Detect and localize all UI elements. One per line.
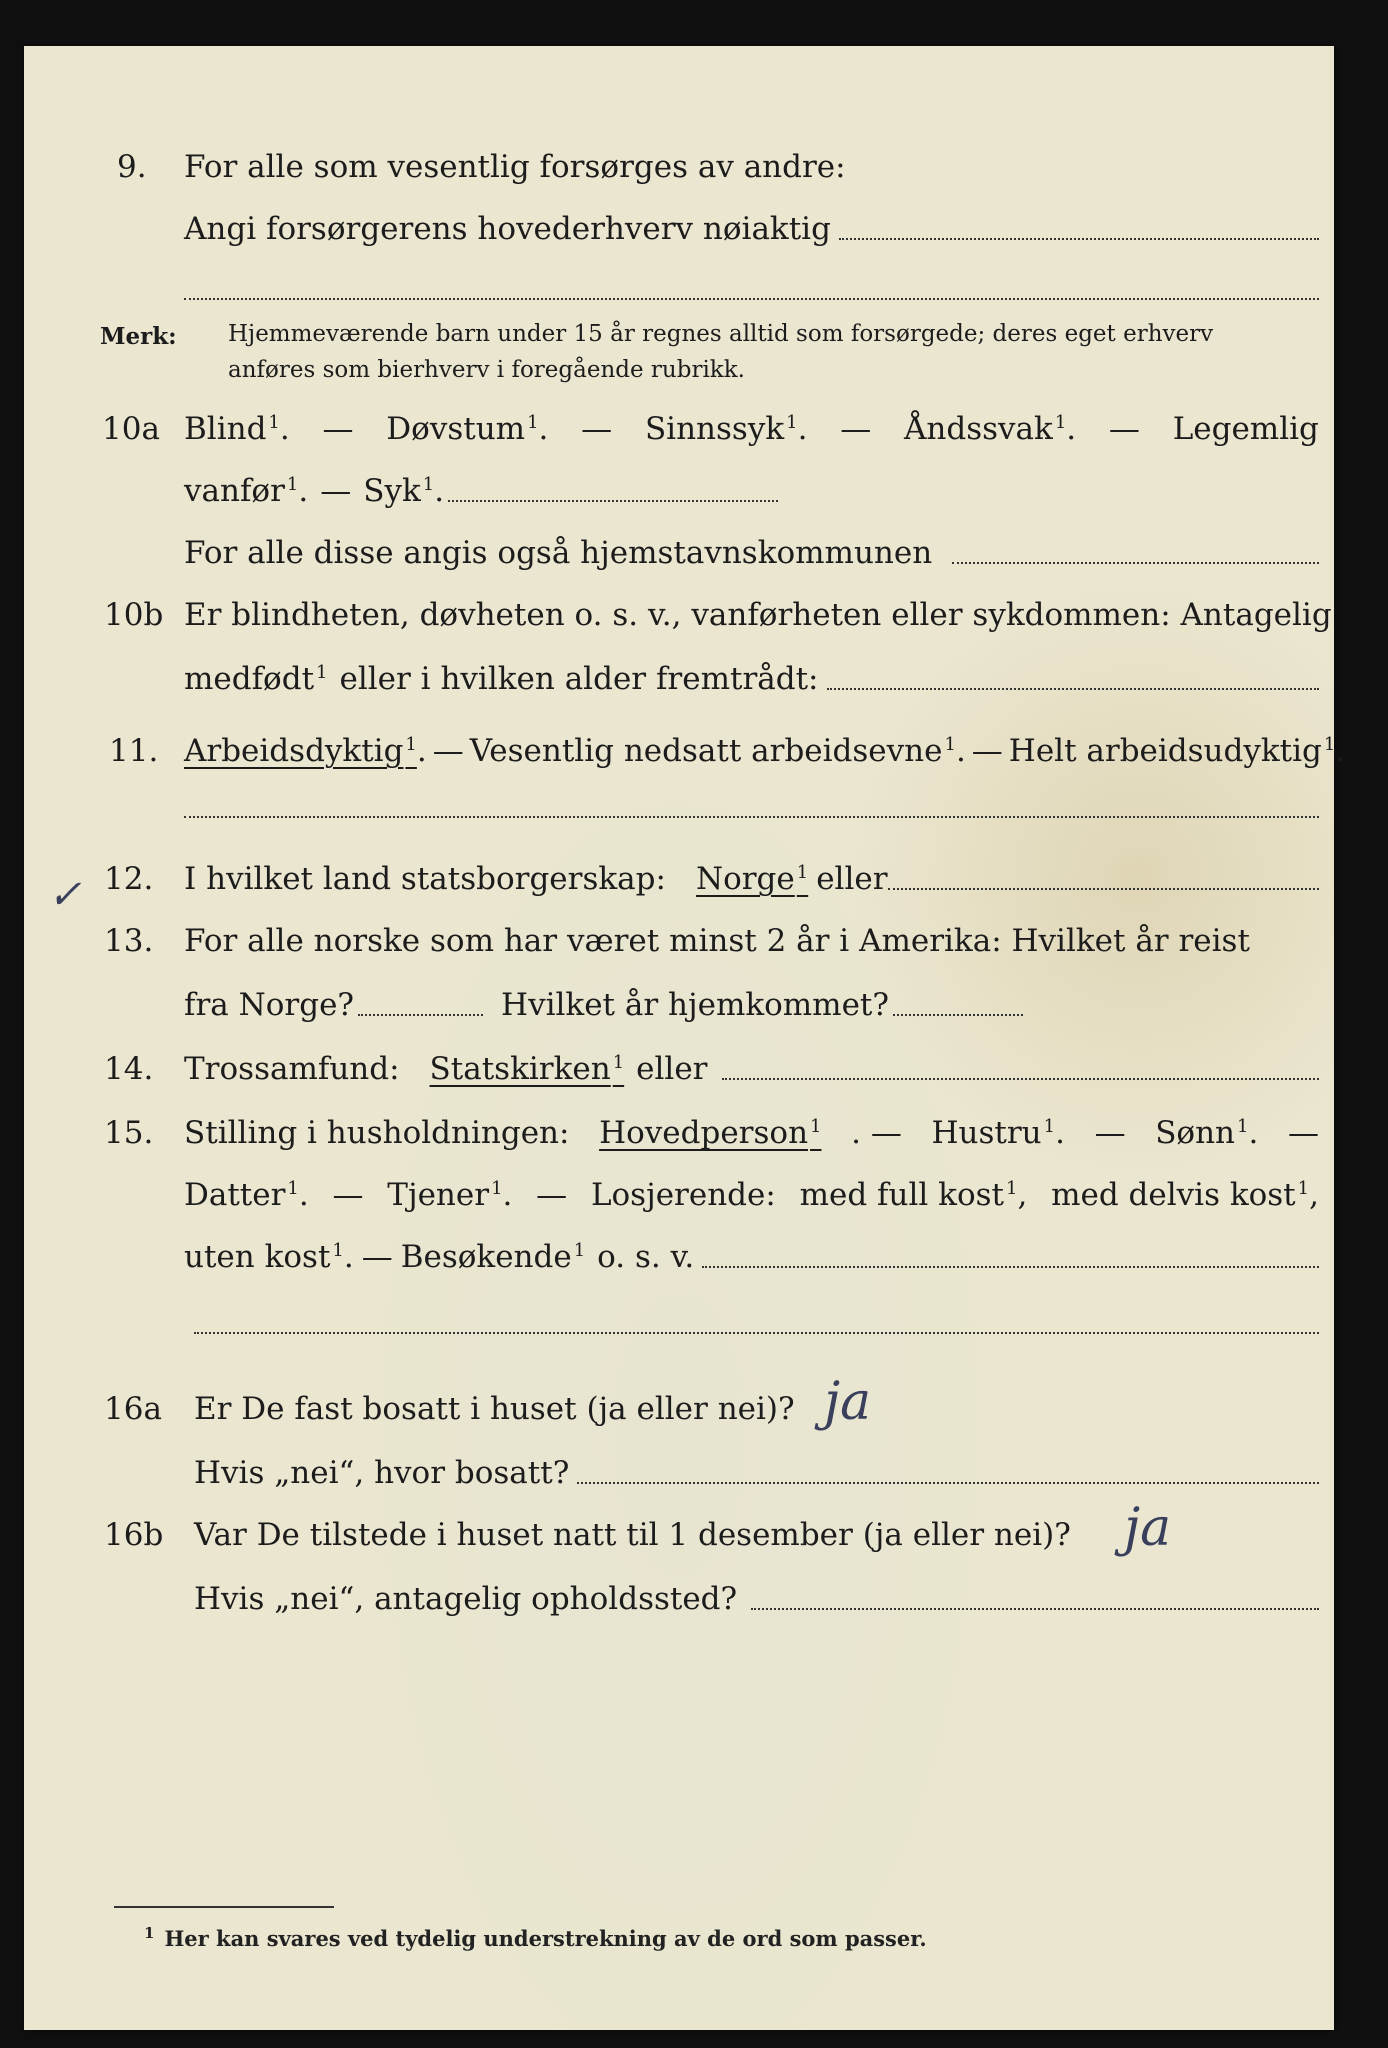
footnote-rule — [114, 1906, 334, 1908]
q13-fra: fra Norge? — [184, 987, 355, 1023]
q9-number: 9. — [117, 149, 147, 185]
q10a-kommune-field[interactable] — [952, 562, 1319, 564]
q14-trossamfund-field[interactable] — [722, 1078, 1320, 1080]
q13-line1 — [184, 923, 1250, 959]
q15-line3: uten kost $^1$. — Besøkende $^1$ o. s. v. — [184, 1242, 1319, 1273]
q10a-dash-1: — — [322, 411, 354, 447]
q16a-bosatt-field[interactable] — [577, 1482, 1319, 1484]
q15-datter[interactable]: Datter $^1$. — [184, 1177, 309, 1213]
q16b-line1-text: Var De tilstede i huset natt til 1 desember (ja eller nei)? — [194, 1517, 1071, 1553]
q13-line2 — [184, 987, 1023, 1023]
q11-line: Arbeidsdyktig $^1$ . — Vesentlig nedsatt arbeidsevne $^1$. — Helt arbeidsudyktig $^1$. — [184, 733, 1346, 769]
q10b-line1 — [184, 597, 1332, 633]
q13-reist-field[interactable] — [358, 1014, 483, 1016]
q12-number: 12. — [104, 861, 154, 897]
q15-delvis-kost[interactable]: med delvis kost $^1$, — [1051, 1177, 1319, 1213]
q16a-line2 — [194, 1455, 1319, 1491]
q10b-number: 10b — [104, 597, 164, 633]
q10a-vanfor[interactable]: vanfør $^1$. — [184, 473, 309, 509]
q15-stilling-field[interactable] — [702, 1266, 1319, 1268]
q15-tjener[interactable]: Tjener $^1$. — [387, 1177, 513, 1213]
q16b-handwritten-answer[interactable]: ja — [1124, 1498, 1172, 1558]
merk-line1: Hjemmeværende barn under 15 år regnes alltid som forsørgede; deres eget erhverv — [228, 321, 1214, 347]
q16a-line1 — [194, 1391, 795, 1427]
q9-line1 — [184, 149, 846, 185]
q16a-number: 16a — [104, 1391, 162, 1427]
q15-full-kost[interactable]: med full kost $^1$, — [799, 1177, 1028, 1213]
q10a-syk[interactable]: Syk $^1$. — [363, 473, 445, 509]
q9-extra-answer-line[interactable] — [184, 298, 1319, 300]
q15-hustru[interactable]: Hustru $^1$. — [931, 1115, 1065, 1151]
q15-sonn[interactable]: Sønn $^1$. — [1155, 1115, 1259, 1151]
q14-statskirken[interactable]: Statskirken $^1$ — [429, 1051, 625, 1087]
q10a-dash-2: — — [581, 411, 613, 447]
q10a-blind[interactable]: Blind $^1$. — [184, 411, 290, 447]
q15-hovedperson[interactable]: Hovedperson $^1$ — [599, 1115, 822, 1151]
q11-number: 11. — [109, 733, 159, 769]
q16b-opholdssted-field[interactable] — [751, 1608, 1319, 1610]
q10b-medfodt[interactable]: medfødt $^1$ — [184, 661, 328, 697]
q13-hjemkommet-field[interactable] — [893, 1014, 1023, 1016]
q11-nedsatt[interactable]: Vesentlig nedsatt arbeidsevne $^1$. — [469, 733, 966, 769]
checkmark-icon: ✓ — [48, 872, 82, 918]
q10a-syk-field[interactable] — [448, 500, 778, 502]
q10a-line2 — [184, 473, 778, 509]
q9-line2 — [184, 211, 1319, 247]
q10a-number: 10a — [102, 411, 160, 447]
q10a-line3 — [184, 535, 1319, 571]
q16b-line2-text: Hvis „nei“, antagelig opholdssted? — [194, 1581, 738, 1617]
q15-number: 15. — [104, 1115, 154, 1151]
q10a-sinnssyk[interactable]: Sinnssyk $^1$. — [644, 411, 808, 447]
q16b-number: 16b — [104, 1517, 164, 1553]
q13-hjem: Hvilket år hjemkommet? — [501, 987, 890, 1023]
q15-text: Stilling i husholdningen: — [184, 1115, 570, 1151]
q15-uten-kost[interactable]: uten kost $^1$. — [184, 1239, 354, 1275]
q14-text: Trossamfund: — [184, 1051, 400, 1087]
q10b-line2-text: eller i hvilken alder fremtrådt: — [339, 661, 819, 697]
q10a-dash-4: — — [1108, 411, 1140, 447]
q10a-line3-text: For alle disse angis også hjemstavnskommunen — [184, 535, 933, 571]
q12-norge[interactable]: Norge $^1$ — [695, 861, 809, 897]
q14-line — [184, 1051, 1319, 1087]
q16a-line2-text: Hvis „nei“, hvor bosatt? — [194, 1455, 570, 1491]
q16b-line2 — [194, 1581, 1319, 1617]
q14-eller: eller — [636, 1051, 708, 1087]
q10a-andssvak[interactable]: Åndssvak $^1$. — [904, 411, 1077, 447]
footnote-mark: 1 — [144, 1924, 155, 1942]
q12-line — [184, 861, 1319, 897]
merk-line2: anføres som bierhverv i foregående rubrikk. — [228, 357, 745, 383]
q12-eller: eller — [816, 861, 888, 897]
q14-number: 14. — [104, 1051, 154, 1087]
q10a-dash-3: — — [840, 411, 872, 447]
q16a-handwritten-answer[interactable]: ja — [824, 1372, 872, 1432]
q15-line1: Stilling i husholdningen: Hovedperson $^1$ . — Hustru $^1$. — Sønn $^1$. — — [184, 1115, 1319, 1151]
q13-line1-text: For alle norske som har været minst 2 år i Amerika: Hvilket år reist — [184, 923, 1250, 959]
q9-line2-text: Angi forsørgerens hovederhverv nøiaktig — [184, 211, 831, 247]
q10a-legemlig[interactable]: Legemlig — [1172, 411, 1319, 447]
census-form-page — [24, 46, 1346, 2030]
footnote-text: Her kan svares ved tydelig understrekning av de ord som passer. — [164, 1926, 927, 1951]
q10b-line2 — [184, 661, 1319, 697]
q10a-dovstum[interactable]: Døvstum $^1$. — [386, 411, 549, 447]
merk-label: Merk: — [100, 323, 177, 350]
q9-line1-text: For alle som vesentlig forsørges av andre: — [184, 149, 846, 185]
q11-arbeidsdyktig[interactable]: Arbeidsdyktig $^1$ — [184, 733, 417, 769]
q12-text: I hvilket land statsborgerskap: — [184, 861, 666, 897]
q10a-line1 — [184, 411, 1319, 447]
q9-answer-field[interactable] — [839, 238, 1319, 240]
q16a-line1-text: Er De fast bosatt i huset (ja eller nei)? — [194, 1391, 795, 1427]
q13-number: 13. — [104, 923, 154, 959]
q15-line2: Datter $^1$. — Tjener $^1$. — Losjerende: med full kost $^1$, med delvis kost $^1$, — [184, 1177, 1319, 1213]
q10b-line1-text: Er blindheten, døvheten o. s. v., vanførheten eller sykdommen: Antagelig — [184, 597, 1332, 633]
q11-udyktig[interactable]: Helt arbeidsudyktig $^1$. — [1008, 733, 1346, 769]
q15-answer-line[interactable] — [194, 1332, 1319, 1334]
q12-land-field[interactable] — [888, 888, 1319, 890]
q11-answer-line[interactable] — [184, 816, 1319, 818]
q15-osv: o. s. v. — [597, 1239, 695, 1275]
q10b-alder-field[interactable] — [827, 688, 1319, 690]
q10a-dash-5: — — [320, 473, 352, 509]
q15-losjerende: Losjerende: — [590, 1177, 776, 1213]
footnote — [144, 1924, 927, 1951]
q16b-line1 — [194, 1517, 1071, 1553]
q15-besokende[interactable]: Besøkende $^1$ — [400, 1239, 586, 1275]
